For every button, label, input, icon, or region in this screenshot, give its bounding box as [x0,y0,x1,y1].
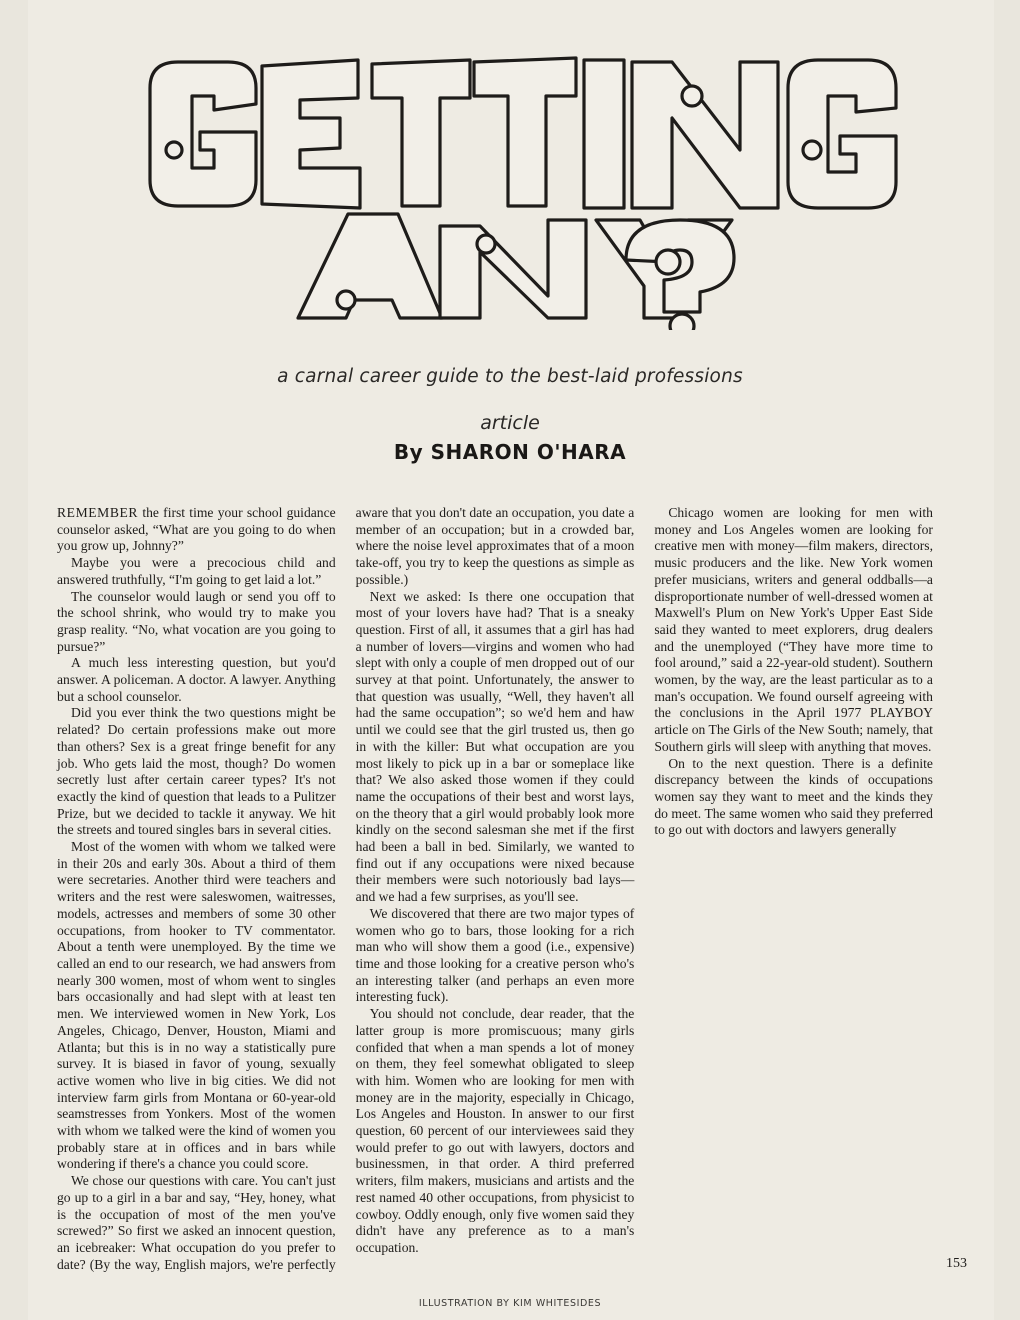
letter-t-2 [474,58,576,206]
paragraph-2: Maybe you were a precocious child and answered truthfully, “I'm going to get laid a lot.” [57,555,336,587]
illustration-credit: ILLUSTRATION BY KIM WHITESIDES [418,1298,602,1309]
letter-e [262,60,360,208]
letter-g-2 [788,60,896,208]
letter-a [298,214,442,318]
paragraph-4: A much less interesting question, but you'd answer. A policeman. A doctor. A lawyer. Anything but a school counselor. [57,655,336,704]
letter-n [632,62,778,208]
paragraph-11: Chicago women are looking for men with money and Los Angeles women are looking for creative men with money—film makers, directors, music producers and the like. New York women prefer musicians, writers and general oddballs—a disproportionate number of well-dressed women at Maxwell's Plum on New York's Upper East Side said they wanted to meet explorers, drug dealers and the unemployed (“They have more time to fool around,” said a 22-year-old student). Southern women, by the way, are the least particular as to a man's occupation. We found ourself agreeing with the conclusions in the April 1977 PLAYBOY article on The Girls of the New South; namely, that Southern girls will sleep with anything that moves. [654,505,933,754]
paragraph-12: On to the next question. There is a definite discrepancy between the kinds of occupations women say they want to meet and the kinds they do meet. The same women who said they preferred to go out with doctors and lawyers generally [654,755,933,838]
article-body [57,505,933,1280]
byline: By SHARON O'HARA [393,440,627,464]
letter-t-1 [372,60,470,206]
paragraph-3: The counselor would laugh or send you off to the school shrink, who would try to make you grasp reality. “No, what vocation are you going to pursue?” [57,588,336,654]
page-number: 153 [946,1256,967,1271]
letter-g-1 [150,62,256,206]
letter-i [584,60,624,208]
paragraph-8: Next we asked: Is there one occupation that most of your lovers have had? That is a sneaky question. First of all, it assumes that a girl has had a number of lovers—virgins and women who had slept with only a couple of men dropped out of our survey at that point. Unfortunately, the answer to that question was usually, “Well, they haven't all had the same occupation”; so we'd hem and haw until we could see that the girl trusted us, then go in with the killer: But what occupation are you most likely to pick up in a bar or someplace like that? We also asked those women if they could name the occupations of their best and worst lays, on the theory that a girl would probably look more kindly on the second salesman she met if the first had been a ball in bed. Similarly, we wanted to find out if any occupations were nixed because their members were such notoriously bad lays—and we had a few surprises, as you'll see. [355,588,635,905]
section-kicker: article [480,412,540,434]
lead-in: REMEMBER [57,505,139,520]
paragraph-9: We discovered that there are two major types of women who go to bars, those looking for a rich man who will show them a good (i.e., expensive) time and those looking for a creative person who's an interesting talker (and perhaps an even more interesting fuck). [355,905,635,1005]
paragraph-6: Most of the women with whom we talked were in their 20s and early 30s. About a third of them were secretaries. Another third were teachers and writers and the rest were saleswomen, waitresses, models, actresses and members of some 30 other occupations, from hooker to TV commentator. About a tenth were unemployed. By the time we called an end to our research, we had answers from nearly 300 women, most of whom went to singles bars occasionally and had slept with at least ten men. We interviewed women in New York, Los Angeles, Chicago, Denver, Houston, Miami and Atlanta; but this is in no way a statistically pure survey. It is biased in favor of young, sexually active women who live in big cities. We did not interview farm girls from Montana or 60-year-old seamstresses from Yonkers. Most of the women with whom we talked were the kind of women you probably stare at in offices and in bars while wondering if there's a chance you could score. [57,839,336,1172]
letter-n-2 [440,220,586,318]
title-illustration [0,0,1020,330]
paragraph-7: We chose our questions with care. You can't just go up to a girl in a bar and say, “Hey, honey, what is the occupation of most of the men you've screwed?” So first we asked an innocent question, an icebreaker: What occupation do you prefer to date? (By the way, English majors, we're perfectly aware that you don't date an occupation, you date a member of an occupation; but in a crowded bar, where the noise level approximates that of a moon take-off, you try to keep the questions as simple as possible.) [57,505,635,1272]
paragraph-1: REMEMBER the first time your school guidance counselor asked, “What are you going to do when you grow up, Johnny?” [57,505,336,554]
paragraph-5: Did you ever think the two questions might be related? Do certain professions make out more than others? Sex is a great fringe benefit for any job. Who gets laid the most, though? Do women secretly lust after certain career types? It's not exactly the kind of question that leads to a Pulitzer Prize, but we decided to tackle it anyway. We hit the streets and toured singles bars in several cities. [57,705,336,838]
paragraph-10: You should not conclude, dear reader, that the latter group is more promiscuous; many girls confided that when a man spends a lot of money on them, they feel somewhat obligated to sleep with him. Women who are looking for men with money are in the majority, especially in Chicago, Los Angeles and Houston. In answer to our first question, 60 percent of our interviewees said they would prefer to go out with lawyers, doctors and businessmen, in that order. A third preferred writers, film makers, musicians and artists and the rest named 40 other occupations, from physicist to cowboy. Oddly enough, only five women said they didn't have any preference as to a man's occupation. [355,1006,635,1255]
subtitle: a carnal career guide to the best-laid professions [277,366,743,387]
